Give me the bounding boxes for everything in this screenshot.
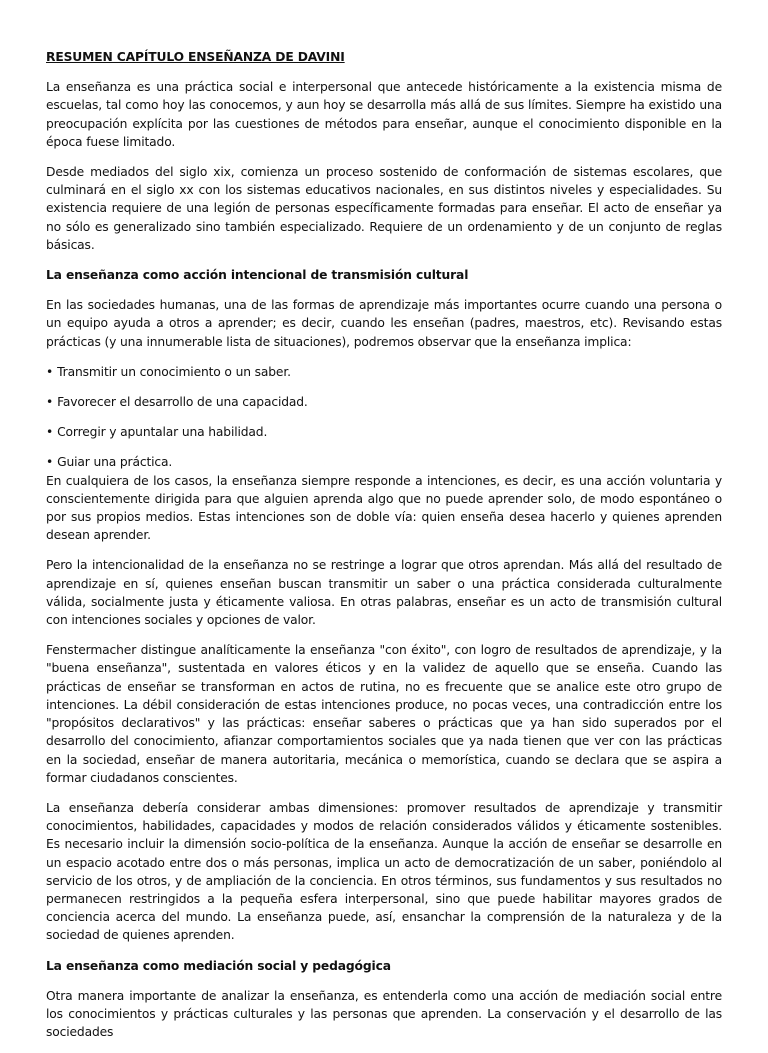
paragraph-sociedades-humanas: En las sociedades humanas, una de las formas de aprendizaje más importantes ocurre cuando una persona o un equipo ayuda a otros a aprender; es decir, cuando les enseñan (padres, maestros, etc). Revisando estas prácticas (y una innumerable lista de situaciones), podremos observar que la enseñanza implica: [46,298,722,349]
bullet-text: Guiar una práctica. [57,455,173,470]
bullet-dot-icon: • [46,395,54,410]
bullet-item [46,453,722,471]
paragraph-school-systems: Desde mediados del siglo xix, comienza un proceso sostenido de conformación de sistemas escolares, que culminará en el siglo xx con los sistemas educativos nacionales, en sus distintos niveles y especialidades. Su existencia requiere de una legión de personas específicamente formadas para enseñar. El acto de enseñar ya no sólo es generalizado sino también especializado. Requiere de un ordenamiento y de un conjunto de reglas básicas. [46,165,722,252]
paragraph-intro: La enseñanza es una práctica social e interpersonal que antecede históricamente a la existencia misma de escuelas, tal como hoy las conocemos, y aun hoy se desarrolla más allá de sus límites. Siempre ha existido una preocupación explícita por las cuestiones de métodos para enseñar, aunque el conocimiento disponible en la época fuese limitado. [46,80,722,149]
bullet-item [46,393,722,411]
document-title: RESUMEN CAPÍTULO ENSEÑANZA DE DAVINI [46,50,345,64]
document-page [46,48,722,1053]
bullet-text: Favorecer el desarrollo de una capacidad. [57,395,308,410]
bullet-item [46,423,722,441]
bullet-dot-icon: • [46,425,54,440]
paragraph-intencionalidad: Pero la intencionalidad de la enseñanza no se restringe a lograr que otros aprendan. Más allá del resultado de aprendizaje en sí, quienes enseñan buscan transmitir un saber o una práctica considerada culturalmente válida, socialmente justa y éticamente valiosa. En otras palabras, enseñar es un acto de transmisión cultural con intenciones sociales y opciones de valor. [46,558,722,628]
bullet-dot-icon: • [46,455,54,470]
section-heading-transmision-cultural: La enseñanza como acción intencional de transmisión cultural [46,268,469,283]
section-heading-mediacion-social: La enseñanza como mediación social y pedagógica [46,958,391,973]
bullet-item [46,363,722,381]
bullet-dot-icon: • [46,364,54,379]
bullet-text: Corregir y apuntalar una habilidad. [57,425,268,440]
paragraph-dimensiones: La enseñanza debería considerar ambas dimensiones: promover resultados de aprendizaje y transmitir conocimientos, habilidades, capacidades y modos de relación considerados válidos y éticamente sostenibles. Es necesario incluir la dimensión socio-política de la enseñanza. Aunque la acción de enseñar se desarrolle en un espacio acotado entre dos o más personas, implica un acto de democratización de un saber, poniéndolo al servicio de los otros, y de ampliación de la conciencia. En otros términos, sus fundamentos y sus resultados no permanecen restringidos a la pequeña esfera interpersonal, sino que puede habilitar mayores grados de conciencia acerca del mundo. La enseñanza puede, así, ensanchar la comprensión de la naturaleza y de la sociedad de quienes aprenden. [46,800,722,943]
paragraph-intenciones: En cualquiera de los casos, la enseñanza siempre responde a intenciones, es decir, es una acción voluntaria y conscientemente dirigida para que alguien aprenda algo que no puede aprender solo, de modo espontáneo o por sus propios medios. Estas intenciones son de doble vía: quien enseña desea hacerlo y quienes aprenden desean aprender. [46,473,722,543]
paragraph-fenstermacher: Fenstermacher distingue analíticamente la enseñanza "con éxito", con logro de resultados de aprendizaje, y la "buena enseñanza", sustentada en valores éticos y en la validez de aquello que se enseña. Cuando las prácticas de enseñar se transforman en actos de rutina, no es frecuente que se analice este otro grupo de intenciones. La débil consideración de estas intenciones produce, no pocas veces, una contradicción entre los "propósitos declarativos" y las prácticas: enseñar saberes o prácticas que ya han sido superados por el desarrollo del conocimiento, afianzar comportamientos sociales que ya nada tienen que ver con las prácticas en la sociedad, enseñar de manera autoritaria, mecánica o memorística, cuando se declara que se aspira a formar ciudadanos conscientes. [46,643,722,785]
bullet-text: Transmitir un conocimiento o un saber. [57,364,291,379]
paragraph-mediacion: Otra manera importante de analizar la enseñanza, es entenderla como una acción de mediación social entre los conocimientos y prácticas culturales y las personas que aprenden. La conservación y el desarrollo de las sociedades [46,988,722,1040]
